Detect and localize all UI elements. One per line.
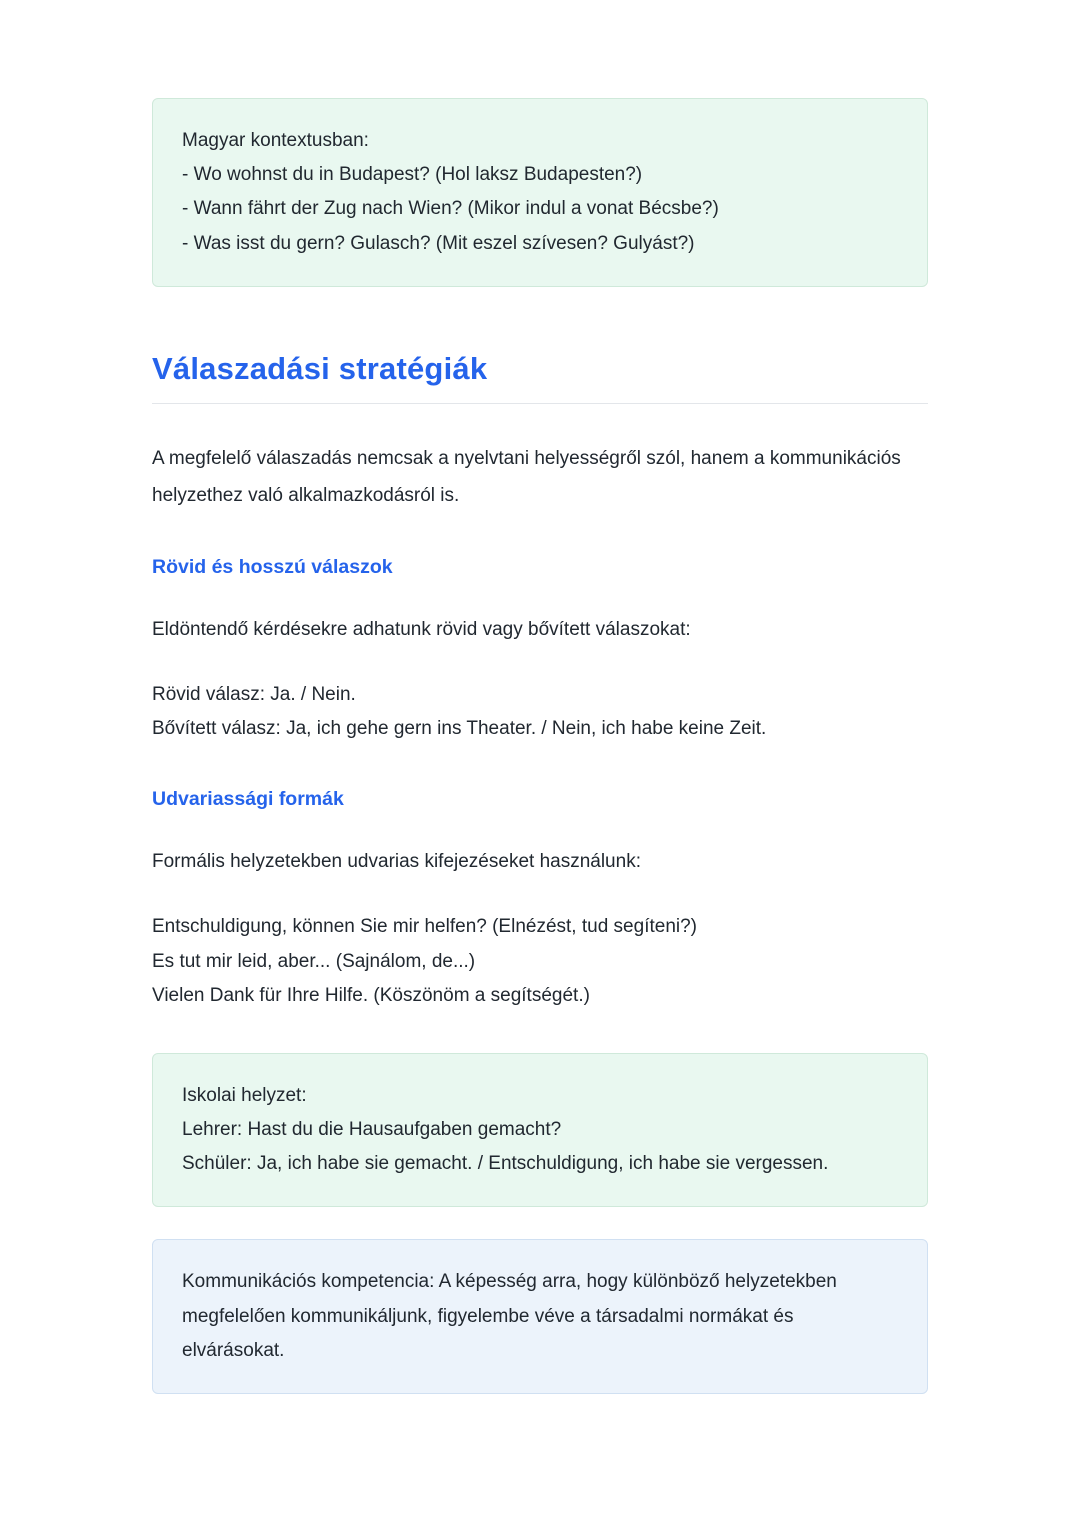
- example-line: - Was isst du gern? Gulasch? (Mit eszel szívesen? Gulyást?): [182, 232, 695, 254]
- example-box-title: Iskolai helyzet:: [182, 1084, 307, 1106]
- intro-paragraph: A megfelelő válaszadás nemcsak a nyelvtani helyességről szól, hanem a kommunikációs helyzethez való alkalmazkodásról is.: [152, 447, 901, 506]
- example-box-title: Magyar kontextusban:: [182, 130, 369, 151]
- example-line: Entschuldigung, können Sie mir helfen? (Elnézést, tud segíteni?): [152, 916, 697, 938]
- definition-text: Kommunikációs kompetencia: A képesség arra, hogy különböző helyzetekben megfelelően kommunikáljunk, figyelembe véve a társadalmi normákat és elvárásokat.: [182, 1271, 837, 1361]
- example-line: Es tut mir leid, aber... (Sajnálom, de...): [152, 950, 476, 972]
- example-line: Vielen Dank für Ihre Hilfe. (Köszönöm a segítségét.): [152, 984, 590, 1006]
- example-box-school: [152, 1053, 928, 1208]
- example-line: Schüler: Ja, ich habe sie gemacht. / Entschuldigung, ich habe sie vergessen.: [182, 1153, 829, 1175]
- politeness-intro: Formális helyzetekben udvarias kifejezéseket használunk:: [152, 851, 641, 873]
- example-line: - Wo wohnst du in Budapest? (Hol laksz Budapesten?): [182, 164, 643, 186]
- politeness-examples: [152, 910, 928, 1013]
- example-line: Lehrer: Hast du die Hausaufgaben gemacht?: [182, 1119, 562, 1141]
- definition-box: [152, 1239, 928, 1394]
- short-long-examples: [152, 678, 928, 746]
- title-divider: [152, 403, 928, 404]
- example-line: - Wann fährt der Zug nach Wien? (Mikor indul a vonat Bécsbe?): [182, 198, 719, 220]
- subheading-short-long-answers: Rövid és hosszú válaszok: [152, 555, 393, 578]
- short-long-intro: Eldöntendő kérdésekre adhatunk rövid vagy bővített válaszokat:: [152, 618, 691, 640]
- example-line: Bővített válasz: Ja, ich gehe gern ins Theater. / Nein, ich habe keine Zeit.: [152, 718, 767, 740]
- page-title: Válaszadási stratégiák: [152, 350, 488, 386]
- example-box-context: [152, 98, 928, 287]
- subheading-politeness-forms: Udvariassági formák: [152, 788, 344, 811]
- example-line: Rövid válasz: Ja. / Nein.: [152, 683, 356, 705]
